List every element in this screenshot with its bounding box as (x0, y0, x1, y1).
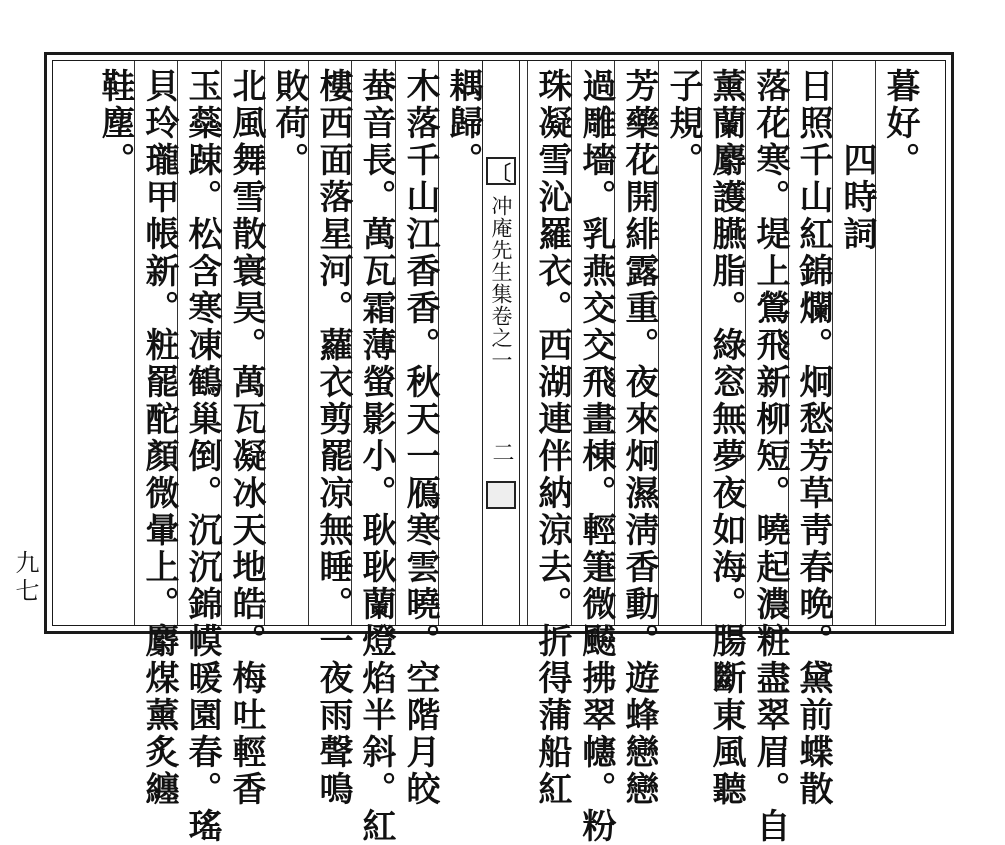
text-column: 敗荷。 (269, 68, 309, 179)
text-column: 樓西面落星河。蘿衣剪罷凉無睡。一夜雨聲鳴 (313, 68, 353, 808)
text-column: 北風舞雪散寰昊。萬瓦凝冰天地皓。梅吐輕香 (226, 68, 266, 808)
text-column: 過雕墻。乳燕交交飛畫棟。輕箑微飇拂翠幰。粉 (576, 68, 616, 845)
center-margin-strip (482, 61, 520, 625)
text-column: 貝玲瓏甲帳新。粧罷酡顏微暈上。麝煤薰炙纏 (139, 68, 179, 808)
text-column: 木落千山江香香。秋天一鴈寒雲曉。空階月皎 (400, 68, 440, 808)
text-column: 日照千山紅錦爛。炯愁芳草靑春晩。黛前蝶散 (793, 68, 833, 808)
text-column: 落花寒。堤上鶯飛新柳短。曉起濃粧盡翠眉。自 (750, 68, 790, 845)
book-title: 冲庵先生集卷之一 (489, 195, 513, 371)
poem-heading: 四時詞 (837, 68, 877, 253)
page-folio-number: 九七 (11, 550, 39, 606)
text-column: 玉蘂踈。松含寒凍鶴巢倒。沉沉錦幙暖園春。瑤 (182, 68, 222, 845)
fish-tail-mark-top: 〔 (486, 157, 516, 185)
text-column: 薰蘭麝護臙脂。綠窓無夢夜如海。腸斷東風聽 (706, 68, 746, 808)
text-column: 鞋塵。 (95, 68, 135, 179)
page-number: 二 (489, 441, 514, 463)
text-column: 暮好。 (880, 68, 920, 179)
text-column: 珠凝雪沁羅衣。西湖連伴納涼去。折得蒲船紅 (532, 68, 572, 808)
text-column: 耦歸。 (443, 68, 483, 179)
column-rule (527, 61, 528, 625)
text-column: 芳藥花開緋露重。夜來炯濕淸香動。遊蜂戀戀 (619, 68, 659, 808)
fish-tail-mark-bottom (486, 481, 516, 509)
text-column: 子規。 (663, 68, 703, 179)
text-column: 蛬音長。萬瓦霜薄螢影小。耿耿蘭燈焰半斜。紅 (356, 68, 396, 845)
